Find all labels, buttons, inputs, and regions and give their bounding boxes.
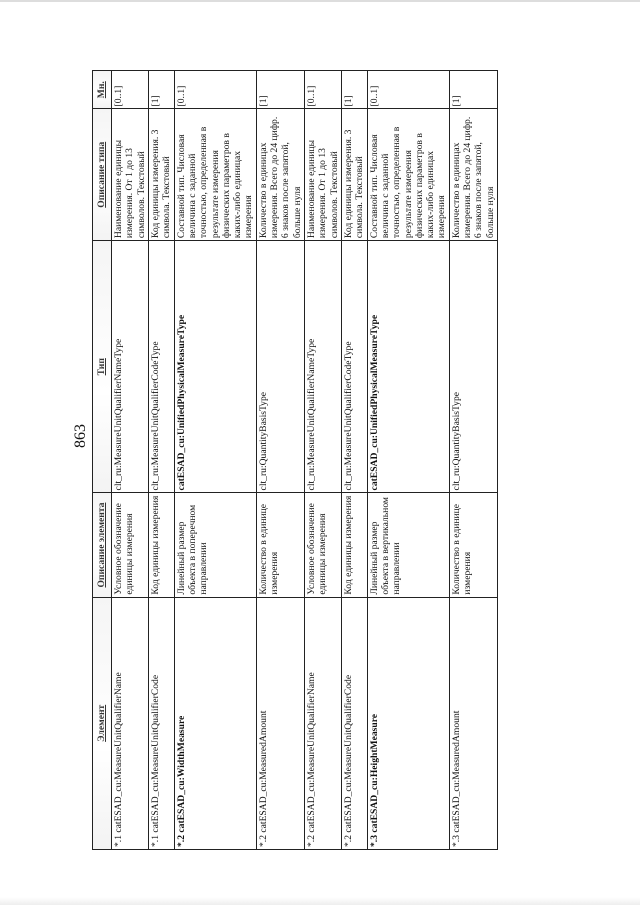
cell-multiplicity: [1] [256,71,304,109]
cell-type-description: Код единицы измерения. 3 символа. Текстовый [341,109,367,241]
table-row [449,71,497,850]
header-multiplicity: Мн. [93,71,112,109]
header-type-description: Описание типа [93,109,112,241]
cell-element-description: Количество в единице измерения [449,493,497,597]
cell-type-description: Количество в единицах измерения. Всего до 24 цифр. 6 знаков после запятой, больше нуля [256,109,304,241]
cell-multiplicity: [0..1] [174,71,256,109]
cell-element: *.2 catESAD_cu:MeasureUnitQualifierName [305,597,342,849]
cell-type: catESAD_cu:UnifiedPhysicalMeasureType [367,241,449,493]
cell-element-description: Условное обозначение единицы измерения [305,493,342,597]
table-row [305,71,342,850]
cell-element: *.3 catESAD_cu:HeightMeasure [367,597,449,849]
cell-type: catESAD_cu:UnifiedPhysicalMeasureType [174,241,256,493]
cell-type-description: Код единицы измерения. 3 символа. Текстовый [148,109,174,241]
cell-element: *.3 catESAD_cu:MeasuredAmount [449,597,497,849]
specification-table [92,70,498,850]
cell-type: clt_ru:QuantityBasisType [449,241,497,493]
cell-type: clt_ru:MeasureUnitQualifierNameType [112,241,149,493]
cell-multiplicity: [0..1] [305,71,342,109]
cell-multiplicity: [0..1] [367,71,449,109]
cell-type-description: Количество в единицах измерения. Всего до 24 цифр. 6 знаков после запятой, больше нуля [449,109,497,241]
cell-type: clt_ru:MeasureUnitQualifierCodeType [148,241,174,493]
cell-type: clt_ru:MeasureUnitQualifierNameType [305,241,342,493]
header-type: Тип [93,241,112,493]
header-element-description: Описание элемента [93,493,112,597]
cell-element: *.2 catESAD_cu:MeasuredAmount [256,597,304,849]
cell-multiplicity: [1] [148,71,174,109]
cell-type-description: Наименование единицы измерения. От 1 до 13 символов. Текстовый [305,109,342,241]
cell-element-description: Линейный размер объекта в вертикальном направлении [367,493,449,597]
cell-multiplicity: [1] [449,71,497,109]
cell-type: clt_ru:QuantityBasisType [256,241,304,493]
cell-type-description: Составной тип. Числовая величина с заданной точностью, определенная в результате измерения физических параметров в каких-либо единицах измерения [367,109,449,241]
cell-element: *.2 catESAD_cu:WidthMeasure [174,597,256,849]
table-row [112,71,149,850]
scan-top-edge [0,0,640,2]
cell-type: clt_ru:MeasureUnitQualifierCodeType [341,241,367,493]
table-row [256,71,304,850]
rotated-table-container [92,70,612,850]
cell-element-description: Условное обозначение единицы измерения [112,493,149,597]
cell-type-description: Составной тип. Числовая величина с заданной точностью, определенная в результате измерения физических параметров в каких-либо единицах измерения [174,109,256,241]
table-row [174,71,256,850]
table-header-row [93,71,112,850]
table-row [148,71,174,850]
cell-element-description: Код единицы измерения [341,493,367,597]
table-row [367,71,449,850]
cell-element-description: Линейный размер объекта в поперечном направлении [174,493,256,597]
cell-type-description: Наименование единицы измерения. От 1 до 13 символов. Текстовый [112,109,149,241]
cell-element-description: Код единицы измерения [148,493,174,597]
cell-element: *.1 catESAD_cu:MeasureUnitQualifierCode [148,597,174,849]
cell-element: *.1 catESAD_cu:MeasureUnitQualifierName [112,597,149,849]
cell-element-description: Количество в единице измерения [256,493,304,597]
header-element: Элемент [93,597,112,849]
page-number: 863 [72,424,89,448]
table-row [341,71,367,850]
cell-multiplicity: [1] [341,71,367,109]
scan-bottom-edge [0,897,640,905]
cell-multiplicity: [0..1] [112,71,149,109]
cell-element: *.2 catESAD_cu:MeasureUnitQualifierCode [341,597,367,849]
